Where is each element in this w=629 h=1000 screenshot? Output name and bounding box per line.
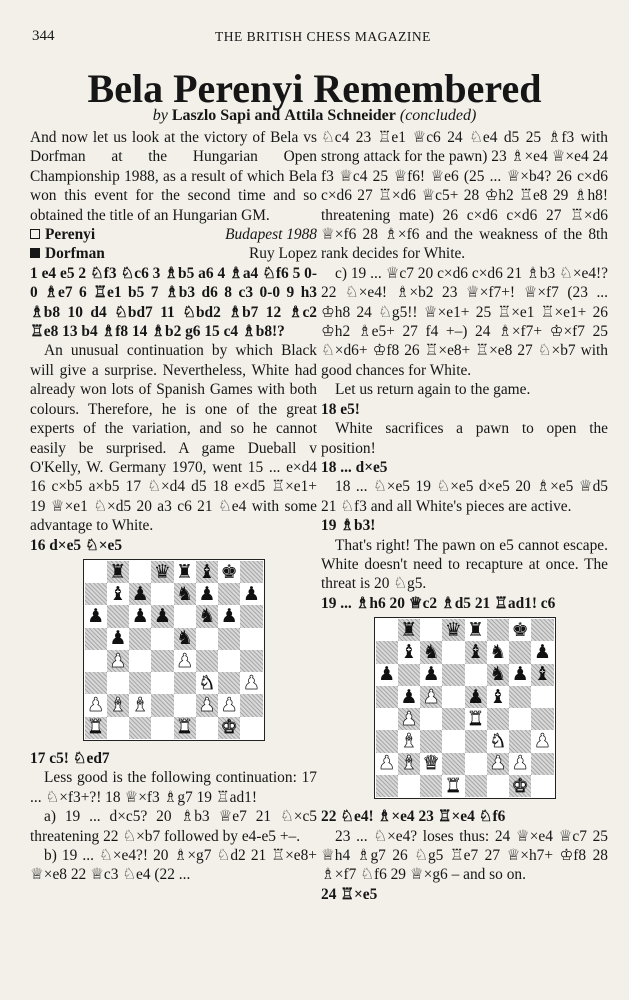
board-square [218,717,240,739]
board-square [487,619,509,641]
board-square [240,694,262,716]
board-square [487,641,509,663]
board-square [218,561,240,583]
board-square [85,672,107,694]
board-square [85,628,107,650]
white-piece-icon: ♟ [400,707,418,730]
board-square [196,605,218,627]
white-piece-icon: ♟ [511,752,529,775]
white-piece-icon: ♜ [87,716,105,739]
board-square [240,605,262,627]
black-piece-icon: ♟ [467,685,485,708]
board-square [531,775,553,797]
white-piece-icon: ♚ [511,774,529,797]
board-square [218,583,240,605]
page-number: 344 [32,28,55,44]
board-square [398,753,420,775]
board-square [174,583,196,605]
black-piece-icon: ♝ [489,685,507,708]
board-square [465,775,487,797]
board-square [196,694,218,716]
black-piece-icon: ♝ [467,641,485,664]
black-piece-icon: ♟ [131,605,149,628]
black-piece-icon: ♝ [198,560,216,583]
right-column [321,128,608,904]
board-square [151,672,173,694]
byline-by: by [152,107,168,124]
black-piece-icon: ♚ [511,618,529,641]
black-piece-icon: ♞ [489,663,507,686]
game-moves-5: 18 ... d×e5 [321,458,388,476]
board-square [398,708,420,730]
board-square [420,664,442,686]
board-square [531,686,553,708]
opening-name: Ruy Lopez [249,245,317,263]
board-square [465,753,487,775]
board-square [487,708,509,730]
board-square [465,730,487,752]
commentary-2: Less good is the following continuation: 17 ... ♘×f3+?! 18 ♕×f3 ♗g7 19 ♖ad1! [30,769,317,806]
board-square [376,686,398,708]
board-square [85,650,107,672]
white-piece-icon: ♟ [109,649,127,672]
board-square [487,775,509,797]
board-square [129,694,151,716]
board-square [151,694,173,716]
black-piece-icon: ♟ [242,582,260,605]
black-piece-icon: ♟ [198,582,216,605]
author-2: Attila Schneider [284,107,396,124]
board-square [240,583,262,605]
board-square [376,753,398,775]
variation-c: c) 19 ... ♕c7 20 c×d6 c×d6 21 ♗b3 ♘×e4!? 22 ♘×e4! ♗×b2 23 ♕×f7+! ♕×f7 (23 ... ♔h8 24 ♘g5!! ♕×e1+ 25 ♖×e1 ♖×e1+ 26 ♔h2 ♗e5+ 27 f4 +–) 24 ♗×f7+ ♔×f7 25 ♘×d6+ ♔f8 26 ♖×e8+ ♖×e8 27 ♘×b7 with good chances for White. [321,264,608,379]
board-square [174,605,196,627]
white-piece-icon: ♟ [378,752,396,775]
board-square [85,717,107,739]
board-square [174,628,196,650]
board-square [398,619,420,641]
board-square [531,664,553,686]
game-moves-7: 19 ... ♗h6 20 ♕c2 ♗d5 21 ♖ad1! c6 [321,594,556,612]
board-square [85,605,107,627]
white-piece-icon: ♟ [176,649,194,672]
white-player: Perenyi [45,226,96,244]
board-square [240,717,262,739]
black-piece-icon: ♟ [131,582,149,605]
black-piece-icon: ♟ [533,641,551,664]
board-square [442,753,464,775]
black-piece-icon: ♝ [109,582,127,605]
chess-diagram-1 [83,559,265,741]
white-square-icon [30,229,40,239]
article-title: Bela Perenyi Remembered [87,66,542,111]
board-square [465,664,487,686]
board-square [531,730,553,752]
board-square [107,583,129,605]
board-square [509,775,531,797]
commentary-5: That's right! The pawn on e5 cannot escape. White doesn't need to recapture at once. The threat is 20 ♘g5. [321,536,608,593]
board-square [196,650,218,672]
black-piece-icon: ♜ [467,618,485,641]
board-square [509,641,531,663]
board-square [398,775,420,797]
board-square [531,753,553,775]
running-head [0,28,629,50]
black-piece-icon: ♞ [176,627,194,650]
board-square [240,672,262,694]
board-square [398,641,420,663]
board-square [442,708,464,730]
board-square [129,583,151,605]
board-square [398,686,420,708]
board-square [218,650,240,672]
black-piece-icon: ♟ [422,663,440,686]
board-square [509,753,531,775]
board-square [129,672,151,694]
board-square [420,641,442,663]
board-square [465,686,487,708]
black-piece-icon: ♛ [153,560,171,583]
magazine-name: THE BRITISH CHESS MAGAZINE [215,29,431,44]
board-square [129,650,151,672]
board-square [420,708,442,730]
black-piece-icon: ♟ [153,605,171,628]
white-piece-icon: ♜ [467,707,485,730]
board-square [509,708,531,730]
board-square [129,628,151,650]
board-square [376,641,398,663]
board-square [509,730,531,752]
white-piece-icon: ♟ [242,671,260,694]
board-square [442,775,464,797]
white-piece-icon: ♟ [198,694,216,717]
board-square [85,583,107,605]
black-piece-icon: ♚ [220,560,238,583]
board-square [465,641,487,663]
board-square [376,775,398,797]
board-square [487,686,509,708]
board-square [107,650,129,672]
board-square [174,694,196,716]
board-square [531,708,553,730]
black-piece-icon: ♟ [220,605,238,628]
author-1: Laszlo Sapi [171,107,251,124]
game-moves-4: 18 e5! [321,400,360,418]
board-square [442,641,464,663]
board-square [196,672,218,694]
board-square [218,628,240,650]
board-square [107,628,129,650]
board-square [196,561,218,583]
board-square [218,672,240,694]
white-piece-icon: ♝ [400,730,418,753]
black-piece-icon: ♟ [400,685,418,708]
board-square [151,561,173,583]
black-piece-icon: ♞ [489,641,507,664]
board-square [376,619,398,641]
black-piece-icon: ♛ [444,618,462,641]
variation-a: a) 19 ... d×c5? 20 ♗b3 ♕e7 21 ♘×c5 threatening 22 ♘×b7 followed by e4-e5 +–. [30,808,317,845]
chess-diagram-2 [374,617,556,799]
return-to-game: Let us return again to the game. [335,381,531,399]
board-square [151,717,173,739]
board-square [174,717,196,739]
board-square [240,561,262,583]
board-square [509,664,531,686]
board-square [174,672,196,694]
commentary-3: White sacrifices a pawn to open the position! [321,420,608,457]
white-piece-icon: ♟ [422,685,440,708]
white-piece-icon: ♝ [400,752,418,775]
board-square [107,605,129,627]
black-piece-icon: ♟ [511,663,529,686]
game-place: Budapest 1988 [225,226,317,244]
board-square [398,664,420,686]
board-square [107,694,129,716]
variation-b: b) 19 ... ♘×e4?! 20 ♗×g7 ♘d2 21 ♖×e8+ ♕×e8 22 ♕c3 ♘e4 (22 ... [30,846,317,884]
game-moves-9: 24 ♖×e5 [321,885,378,903]
white-player-row [30,225,317,244]
board-square [151,628,173,650]
board-square [129,561,151,583]
board-square [218,694,240,716]
board-square [531,619,553,641]
board-square [420,775,442,797]
black-piece-icon: ♝ [533,663,551,686]
board-square [398,730,420,752]
board-square [196,628,218,650]
black-piece-icon: ♜ [176,560,194,583]
black-piece-icon: ♟ [87,605,105,628]
board-square [376,708,398,730]
white-piece-icon: ♚ [220,716,238,739]
board-square [487,753,509,775]
board-square [442,686,464,708]
game-moves-1: 1 e4 e5 2 ♘f3 ♘c6 3 ♗b5 a6 4 ♗a4 ♘f6 5 0-0 ♗e7 6 ♖e1 b5 7 ♗b3 d6 8 c3 0-0 9 h3 ♗b8 10 d4 ♘bd7 11 ♘bd2 ♗b7 12 ♗c2 ♖e8 13 b4 ♗f8 14 ♗b2 g6 15 c4 ♗b8!? [30,264,317,341]
intro-paragraph: And now let us look at the victory of Bela vs Dorfman at the Hungarian Open Championship 1988, as a result of which Bela won this event for the second time and so obtained the title of an Hungarian GM. [30,129,317,224]
white-piece-icon: ♟ [489,752,507,775]
board-square [107,717,129,739]
board-square [240,628,262,650]
game-moves-2: 16 d×e5 ♘×e5 [30,536,123,554]
board-square [420,730,442,752]
black-square-icon [30,248,40,258]
board-square [218,605,240,627]
board-square [151,605,173,627]
white-piece-icon: ♜ [176,716,194,739]
black-piece-icon: ♟ [378,663,396,686]
board-square [151,650,173,672]
board-square [509,686,531,708]
game-moves-6: 19 ♗b3! [321,517,376,535]
byline-concluded: (concluded) [399,107,477,124]
black-piece-icon: ♜ [109,560,127,583]
left-column [30,128,317,885]
white-piece-icon: ♞ [198,671,216,694]
board-square [240,650,262,672]
white-piece-icon: ♝ [109,694,127,717]
board-square [420,686,442,708]
board-square [509,619,531,641]
board-square [129,717,151,739]
white-piece-icon: ♟ [87,694,105,717]
black-player: Dorfman [45,245,105,263]
board-square [531,641,553,663]
black-piece-icon: ♝ [400,641,418,664]
black-piece-icon: ♜ [400,618,418,641]
white-piece-icon: ♞ [489,730,507,753]
board-square [196,717,218,739]
board-square [107,561,129,583]
board-square [442,664,464,686]
board-square [174,561,196,583]
board-square [465,708,487,730]
board-square [465,619,487,641]
board-square [420,753,442,775]
board-square [85,561,107,583]
byline-and: and [254,107,281,124]
white-piece-icon: ♝ [131,694,149,717]
board-square [107,672,129,694]
board-square [151,583,173,605]
white-piece-icon: ♟ [533,730,551,753]
board-square [376,664,398,686]
board-square [487,730,509,752]
board-square [487,664,509,686]
game-header [30,225,317,264]
black-piece-icon: ♞ [198,605,216,628]
board-square [442,619,464,641]
game-moves-3: 17 c5! ♘ed7 [30,749,110,767]
game-moves-8: 22 ♘e4! ♗×e4 23 ♖×e4 ♘f6 [321,808,506,826]
black-piece-icon: ♞ [422,641,440,664]
white-piece-icon: ♛ [422,752,440,775]
board-square [85,694,107,716]
black-piece-icon: ♞ [176,582,194,605]
variation-b-continued: ♘c4 23 ♖e1 ♕c6 24 ♘e4 d5 25 ♗f3 with strong attack for the pawn) 23 ♗×e4 ♕×e4 24 f3 ♕c4 25 ♕f6! ♕e6 (25 ... ♕×b4? 26 c×d6 c×d6 27 ♖×d6 ♕c5+ 28 ♔h2 ♖e8 29 ♗h8! threatening mate) 26 c×d6 c×d6 27 ♖×d6 ♕×f6 28 ♗×f6 and the weakness of the 8th rank decides for White. [321,129,608,263]
commentary-6: 23 ... ♘×e4? loses thus: 24 ♕×e4 ♕c7 25 ♕h4 ♗g7 26 ♘g5 ♖e7 27 ♕×h7+ ♔f8 28 ♗×f7 ♘f6 29 ♕×g6 – and so on. [321,827,608,884]
black-piece-icon: ♟ [109,627,127,650]
board-square [442,730,464,752]
board-square [376,730,398,752]
board-square [174,650,196,672]
white-piece-icon: ♟ [220,694,238,717]
white-piece-icon: ♜ [444,774,462,797]
commentary-1: An unusual continuation by which Black will give a surprise. Nevertheless, White had already won lots of Spanish Games with both colours. Therefore, he is one of the great experts of the variation, and so he cannot easily be surprised. A game Dueball v O'Kelly, W. Germany 1970, went 15 ... e×d4 16 c×b5 a×b5 17 ♘×d4 d5 18 e×d5 ♖×e1+ 19 ♕×e1 ♘×d5 20 a3 c6 21 ♘e4 with some advantage to White. [30,342,317,535]
board-square [196,583,218,605]
board-square [420,619,442,641]
byline [0,106,629,126]
black-player-row [30,244,317,263]
commentary-4: 18 ... ♘×e5 19 ♘×e5 d×e5 20 ♗×e5 ♕d5 21 ♘f3 and all White's pieces are active. [321,478,608,515]
board-square [129,605,151,627]
